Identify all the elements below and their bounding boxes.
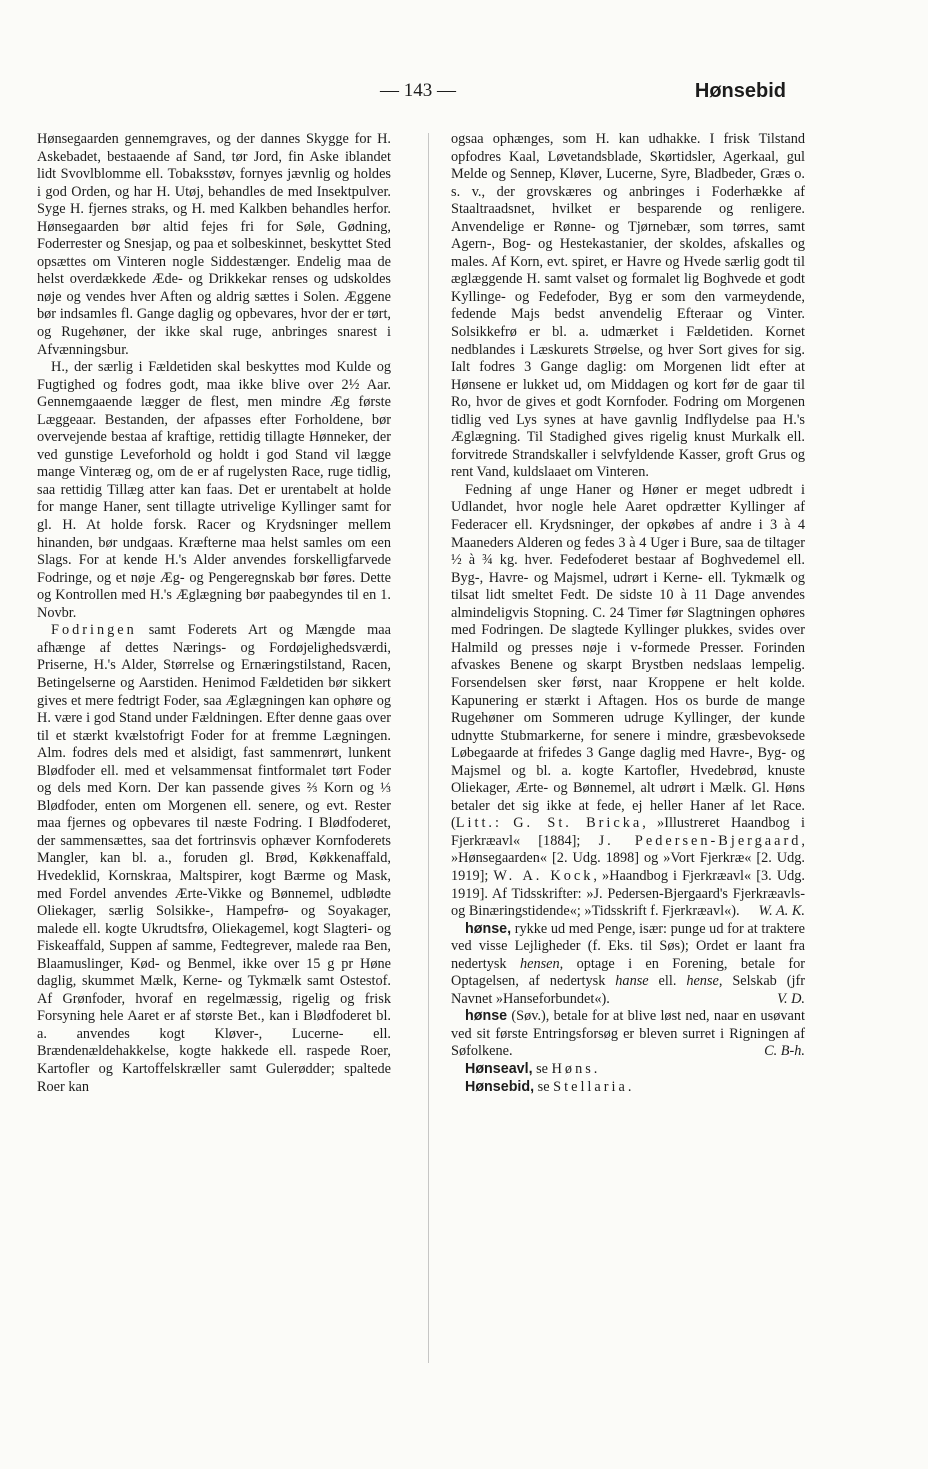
page-number: — 143 — (380, 80, 456, 101)
signature: W. A. K. (758, 903, 805, 920)
paragraph-text: , »Hønsegaarden« [2. Udg. 1898] og »Vort Fjerkræ« [2. Udg. 1919]; (451, 832, 805, 884)
entry-text: . (627, 1078, 632, 1095)
italic-term: hanse (615, 973, 649, 990)
paragraph (451, 482, 805, 921)
paragraph: H., der særlig i Fældetiden skal beskyttes mod Kulde og Fugtighed og fodres godt, maa ikke blive over 2½ Aar. Gennemgaaende lægger de flest, men mindre Æg første Læggeaar. Bestanden, der afpasses efter Forholdene, bør overvejende bestaa af kraftige, rettidig tillagte Hønneker, der ved gunstige Leveforhold og holdt i god Stand vil lægge mange Vinteræg og, om de er af rugelysten Race, ruge tidlig, saa rettidig Tillæg atter kan faas. Det er urentabelt at holde for mange Haner, sent tillagte utrivelige Kyllinger samt for gl. H. At holde forsk. Racer og Krydsninger mellem hinanden, bør undgaas. Kræfterne maa helst samles om een Slags. For at kende H.'s Alder anvendes forskelligfarvede Fodringe, og et nøje Æg- og Pengeregnskab bør føres. Dette og Kontrollen med H.'s Æglægning bør paabegyndes til en 1. Novbr. (37, 359, 391, 621)
paragraph: Hønsegaarden gennemgraves, og der dannes Skygge for H. Askebadet, bestaaende af Sand, tør Jord, fin Aske iblandet lidt Svovlblomme ell. Tobaksstøv, fornyes jævnlig og holdes i god Orden, og har H. Utøj, behandles de med Insektpulver. Syge H. fjernes straks, og H. med Kalkben behandles herfor. Hønsegaarden bør altid fejes fri for Søle, Gødning, Foderrester og Snesjap, og paa et solbeskinnet, beskyttet Sted opsættes om Vinteren nogle Siddestænger. Endelig maa de helst overdækkede Æde- og Drikkekar renses og udskoldes nøje og vendes hver Aften og aldrig sættes i Solen. Æggene bør indsamles fl. Gange daglig og opbevares, hvor der er tørt, og Rugehøner, der ikke skal ruge, anbringes snarest i Afvænningsbur. (37, 131, 391, 358)
paragraph-text: Fedning af unge Haner og Høner er meget udbredt i Udlandet, hvor nogle hele Aaret opdrætter Kyllinger af Federacer ell. Krydsninger, der opkøbes af andre i 3 à 4 Maaneders Alderen og fedes 3 à 4 Uger i Bure, saa de tiltager ½ à ¾ kg. hver. Fedefoderet bestaar af Boghvedemel ell. Byg-, Havre- og Majsmel, udrørt i Kerne- ell. Tykmælk og tilsat lidt smeltet Fedt. De sidste 10 à 11 Dage anvendes almindeligvis Stopning. C. 24 Timer før Slagtningen ophøres med Fodringen. De slagtede Kyllinger plukkes, svides over Halmild og presses nøje i v-formede Presser. Forinden afvaskes Benene og skarpt Brystben nedslaas lempelig. Forsendelsen sker først, naar Kroppene er helt kolde. Kapunering er stærkt i Aftagen. Hos os burde de mange Rugehøner om Sommeren udruge Kyllinger, der kunde udnytte Stubmarkerne, for senere i mindre, græsbevoksede Løbegaarde at frifedes 3 Gange daglig med Havre-, Byg- og Majsmel og bl. a. kogte Kartofler, Hvedebrød, knuste Oliekager, Ærte- og Bønnemel, alt udrørt i Mælk. Gl. Høns betaler det sig ikke at fede, ej heller Haner af let Race. ( (451, 481, 805, 832)
spaced-term: Fodringen (51, 622, 137, 639)
spaced-term: Litt.: (455, 815, 502, 832)
entry-text: Selskab (jfr Navnet »Hanseforbundet«). (451, 973, 805, 1007)
running-head: Hønsebid (694, 80, 786, 102)
dictionary-entry (451, 1079, 805, 1097)
signature: C. B-h. (764, 1043, 805, 1060)
left-column (37, 131, 391, 1096)
paragraph-text: , »Illustreret Haandbog i Fjerkræavl« [1884]; (451, 815, 805, 849)
italic-term: hensen, (519, 955, 564, 972)
space (502, 815, 513, 831)
cross-reference: Høns (551, 1060, 594, 1077)
dictionary-entry (451, 1061, 805, 1079)
headword: Hønsebid, (465, 1078, 535, 1095)
entry-text: ell. (648, 973, 687, 990)
paragraph-text: , »Haandbog i Fjerkræavl« [3. Udg. 1919]. Af Tidsskrifter: »J. Pedersen-Bjergaard's Fjerkræavls- og Binæringstidende«; »Tidsskrift f. Fjerkræavl«). (451, 867, 806, 920)
author-name: J. Pedersen-Bjergaard (598, 832, 802, 849)
paragraph-text: samt Foderets Art og Mængde maa afhænge af dettes Nærings- og Fordøjelighedsværdi, Priserne, H.'s Alder, Størrelse og Ernæringstilstand, Racen, Betingelserne og Aarstiden. Henimod Fældetiden bør sikkert gives et mere fedtrigt Foder, saa Æglægningen kan ophøre og H. være i god Stand under Fældningen. Efter denne gaas over til et stærkt kvælstofrigt Foder for at fremme Lægningen. Alm. fodres dels med et alsidigt, fast sammenrørt, lunkent Blødfoder ell. med et velsammensat fintformalet tørt Foder og dels med Korn. Der kan passende gives ⅔ Korn og ⅓ Blødfoder, enten om Morgenen ell. senere, og evt. Rester maa fjernes og opbevares til næste Fodring. I Blødfoderet, der sammensættes, saa det fortrinsvis ophæver Kornfoderets Mangler, kan bl. a., foruden gl. Brød, Køkkenaffald, Hvedeklid, Kornskraa, Maltspirer, kogt Bærme og Mask, med Fordel anvendes Ærte-Vikke og Bønnemel, udblødte Oliekager, særlig Solsikke-, Hampefrø- og Soyakager, malede ell. kogte Ukrudtsfrø, Oliekagemel, kogt Slagteri- og Fiskeaffald, Suppen af samme, Fedtegrever, malede raa Ben, Blaamuslinger, Kød- og Benmel, ikke over 15 g pr Høne daglig, skummet Mælk, Kerne- og Tykmælk samt Ostestof. Af Grønfoder, hvoraf en regelmæssig, rigelig og frisk Forsyning hele Aaret er af største Bet., kan i Blødfoderet bl. a. anvendes kogt Kløver-, Lucerne- ell. Brændenældehakkelse, kogte hakkede ell. raspede Roer, Kartofler og Kartoffelskræller samt Gulerødder; spaltede Roer kan (37, 622, 391, 1095)
dictionary-entry (451, 921, 805, 1009)
paragraph: ogsaa ophænges, som H. kan udhakke. I frisk Tilstand opfodres Kaal, Løvetandsblade, Skørtidsler, Agerkaal, gul Melde og Sennep, Kløver, Lucerne, Syre, Bladbeder, Græs o. s. v., der grovskæres og anbringes i Foderhække af Staaltraadsnet, hvilket er besparende og renligere. Anvendelige er Rønne- og Tjørnebær, som tørres, samt Agern-, Bog- og Hestekastanier, der skoldes, afskalles og males. Af Korn, evt. spiret, er Havre og Hvede særlig godt til æglæggende H. samt valset og formalet lig Boghvede et godt Kyllinge- og Fedefoder, Byg er som den varmeydende, fedende Majs bedst anvendelig Efteraar og Vinter. Solsikkefrø er bl. a. udmærket i Fældetiden. Kornet nedblandes i Læskurets Strøelse, og hver Sort gives for sig. Ialt fodres 3 Gange daglig: om Morgenen lidt efter at Hønsene er lukket ud, om Middagen og kort før de gaar til Ro, hvor de gives et godt Kornfoder. Fodring om Morgenen tidlig ved Lys synes at have gavnlig Indflydelse paa H.'s Æglægning. Til Stadighed gives rigelig knust Murkalk ell. forvitrede Strandskaller i selvfyldende Kasser, groft Grus og rent Vand, kuldslaaet om Vinteren. (451, 131, 805, 481)
author-name: G. St. Bricka (513, 815, 643, 832)
entry-text: optage i en Forening, betale for Optagelsen, af nedertysk (451, 955, 805, 990)
italic-term: hense, (686, 973, 723, 990)
paragraph (37, 622, 391, 1096)
entry-text: se (534, 1078, 554, 1095)
entry-text: (Søv.), betale for at blive løst ned, naar en usøvant ved sit første Entringsforsøg er bleven surret i Rigningen af Søfolkene. (451, 1008, 805, 1060)
cross-reference: Stellaria (553, 1078, 628, 1095)
headword: hønse, (465, 920, 512, 937)
headword: hønse (465, 1008, 508, 1025)
entry-text: . (593, 1060, 598, 1077)
signature: V. D. (777, 990, 805, 1007)
author-name: W. A. Kock (493, 867, 594, 884)
entry-text: se (532, 1060, 552, 1077)
headword: Hønseavl, (465, 1060, 533, 1077)
entry-text: rykke ud med Penge, især: punge ud for at traktere ved visse Lejligheder (f. Eks. til Søs); Ordet er laant fra nedertysk (451, 920, 805, 972)
right-column (451, 131, 805, 1096)
dictionary-entry (451, 1008, 805, 1061)
column-divider (428, 133, 429, 1363)
page-header (0, 76, 928, 112)
